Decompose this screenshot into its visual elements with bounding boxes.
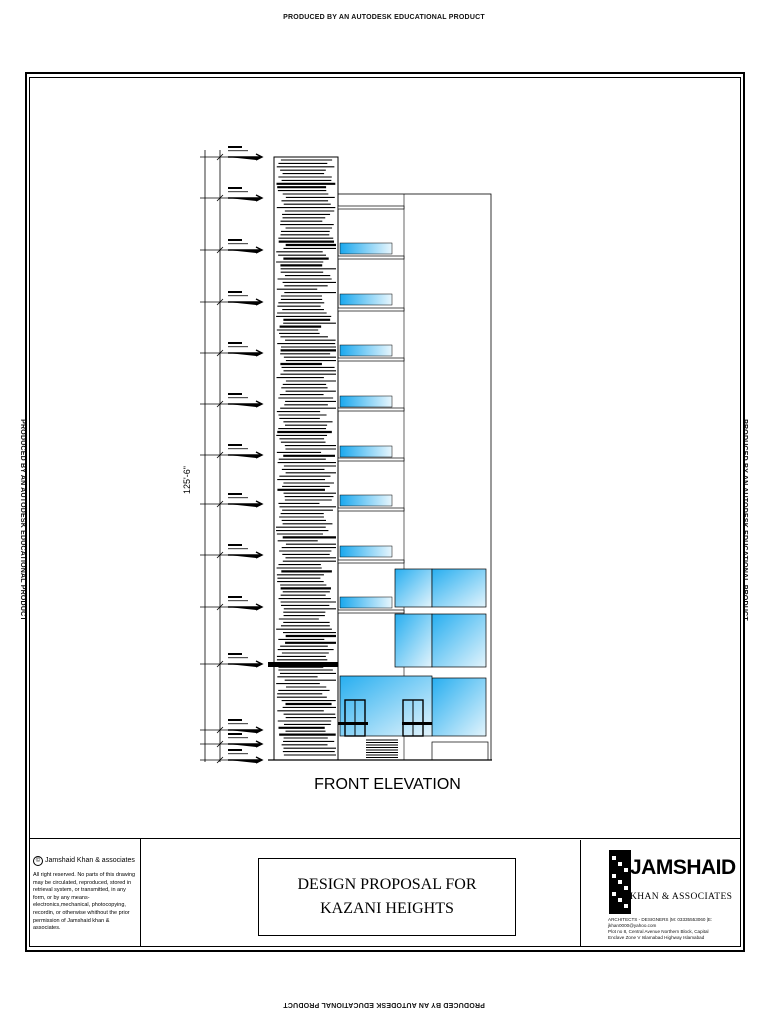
firm-contact-line1: ARCHITECTS - DESIGNERS |M: 03335553060 |E: jkhan0000@yahoo.com [608,917,713,928]
watermark-left: PRODUCED BY AN AUTODESK EDUCATIONAL PRODUCT [19,419,26,621]
level-arrow-icon [228,552,262,558]
level-tag [228,733,242,735]
level-tag-text [228,243,248,244]
level-tag-text [228,497,248,498]
watermark-right: PRODUCED BY AN AUTODESK EDUCATIONAL PRODUCT [741,419,748,621]
level-markers [228,146,262,763]
podium-glass-panel [432,569,486,607]
canopy-right [402,722,432,725]
balcony-slab [338,256,404,259]
elevation-title: FRONT ELEVATION [314,776,461,793]
balcony-slab [338,560,404,563]
level-tag [228,291,242,293]
copyright-header [33,856,140,866]
level-tag [228,749,242,751]
level-tag [228,146,242,148]
level-tag-text [228,448,248,449]
podium-glass-panel [432,678,486,736]
level-tag-text [228,753,248,754]
level-tag-text [228,548,248,549]
level-arrow-icon [228,299,262,305]
podium-glass-panel [395,569,432,607]
level-arrow-icon [228,501,262,507]
level-tag [228,719,242,721]
level-arrow-icon [228,661,262,667]
level-arrow-icon [228,741,262,747]
level-arrow-icon [228,452,262,458]
level-arrow-icon [228,195,262,201]
level-tag-text [228,657,248,658]
balcony-slab [338,206,404,209]
watermark-top: PRODUCED BY AN AUTODESK EDUCATIONAL PRODUCT [283,14,485,21]
glass-strip [340,495,392,506]
copyright-icon: © [33,856,43,866]
copyright-holder: Jamshaid Khan & associates [45,857,135,865]
level-tag-text [228,397,248,398]
project-title-box [258,858,516,936]
level-tag [228,653,242,655]
dimension-labels [182,466,192,494]
balcony-slab [338,610,404,613]
level-tag-text [228,723,248,724]
level-tag-text [228,600,248,601]
project-title-line2: KAZANI HEIGHTS [320,900,454,917]
level-tag-text [228,737,248,738]
level-arrow-icon [228,604,262,610]
level-tag [228,239,242,241]
glass-strip [340,396,392,407]
level-tag [228,493,242,495]
balcony-slab [338,408,404,411]
firm-name: JAMSHAID [630,856,736,879]
level-arrow-icon [228,727,262,733]
level-tag-text [228,150,248,151]
firm-contact [608,917,744,941]
balcony-slab [338,308,404,311]
firm-contact-line2: Plot no 8, Central Avenue Northern Block, Capital [608,929,709,934]
level-arrow-icon [228,154,262,160]
glass-strip [340,345,392,356]
balcony-slab [338,358,404,361]
entrance-glass [340,676,432,736]
glass-strip [340,294,392,305]
podium-base-panel [432,742,488,760]
canopy-left [338,722,368,725]
level-tag [228,393,242,395]
firm-contact-line3: Enclave Zone V Islamabad Highway Islamabad [608,935,705,940]
balcony-slab [338,508,404,511]
level-tag [228,342,242,344]
copyright-block [29,838,141,946]
podium-glass-panel [432,614,486,667]
level-tag-text [228,295,248,296]
tower-right-outline [338,194,491,760]
level-tag [228,444,242,446]
level-tag-text [228,191,248,192]
project-title-line1: DESIGN PROPOSAL FOR [297,876,477,893]
firm-subtitle: KHAN & ASSOCIATES [630,892,733,902]
copyright-text: All right reserved. No parts of this drawing may be circulated, reproduced, stored in retrieval system, or transmitted, in any form, or by any means-electronics,mechanical, photocopying, recordin, or otherwise whithout the prior permission of Jamshaid khan & associates. [33,872,136,932]
balcony-slab [338,458,404,461]
level-arrow-icon [228,350,262,356]
glass-strip [340,243,392,254]
glass-strip [340,446,392,457]
level-tag-text [228,346,248,347]
glass-strip [340,546,392,557]
firm-logo-mark-icon [609,850,631,914]
level-arrow-icon [228,401,262,407]
level-tag [228,596,242,598]
level-tag [228,544,242,546]
total-height-label: 125'-6" [182,466,192,494]
glass-strip [340,597,392,608]
podium-glass-panel [395,614,432,667]
watermark-bottom: PRODUCED BY AN AUTODESK EDUCATIONAL PRODUCT [283,1001,485,1008]
level-arrow-icon [228,247,262,253]
level-tag [228,187,242,189]
level-arrow-icon [228,757,262,763]
